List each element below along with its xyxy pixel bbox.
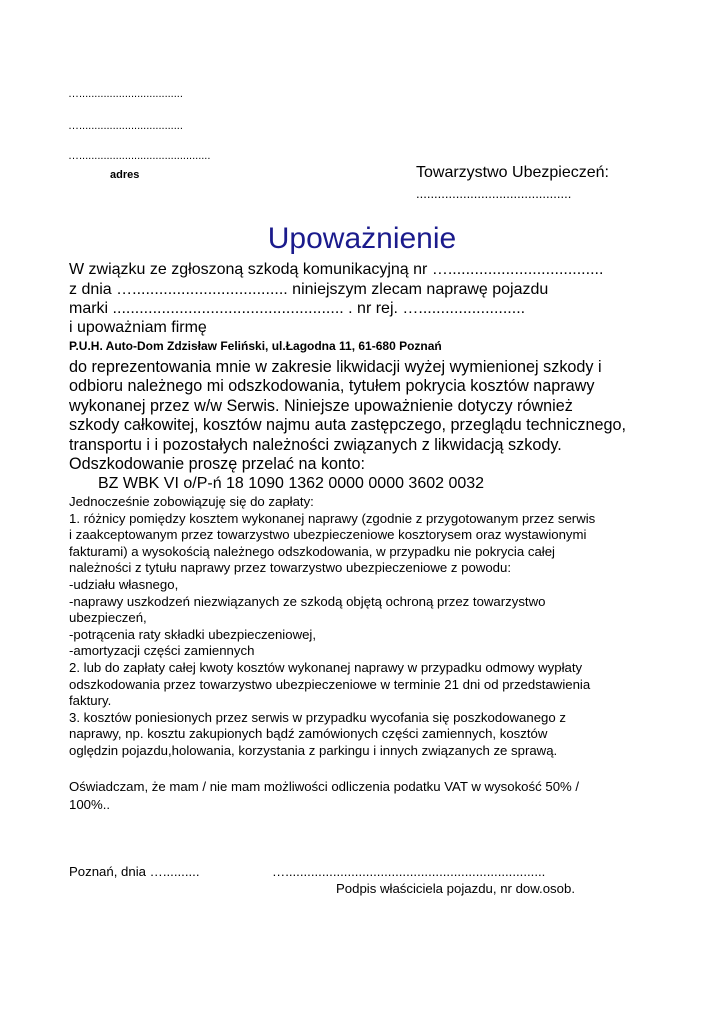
obligation-line: -potrącenia raty składki ubezpieczeniowej, — [69, 626, 317, 642]
address-line-1: ….................................. — [68, 88, 183, 100]
representation-line: Odszkodowanie proszę przelać na konto: — [69, 455, 366, 474]
obligation-line: Jednocześnie zobowiązuję się do zapłaty: — [69, 494, 314, 509]
intro-line-3: marki .................................................... . nr rej. …........................ — [69, 300, 526, 317]
obligation-line: 1. różnicy pomiędzy kosztem wykonanej naprawy (zgodnie z przygotowanym przez serwis — [69, 510, 596, 526]
signature-label: Podpis właściciela pojazdu, nr dow.osob. — [336, 881, 575, 896]
vat-line: Oświadczam, że mam / nie mam możliwości odliczenia podatku VAT w wysokość 50% / — [69, 779, 580, 794]
representation-paragraph — [69, 358, 669, 474]
obligation-line: ubezpieczeń, — [69, 610, 147, 626]
address-line-2: ….................................. — [68, 120, 183, 132]
obligation-line: oględzin pojazdu,holowania, korzystania z parkingu i innych związanych ze sprawą. — [69, 742, 558, 758]
intro-line-1: W związku ze zgłoszoną szkodą komunikacyjną nr …................................... — [69, 261, 604, 278]
obligation-line: fakturami) a wysokością należnego odszkodowania, w przypadku nie pokrycia całej — [69, 543, 555, 559]
document-title: Upoważnienie — [267, 222, 457, 255]
representation-line: wykonanej przez w/w Serwis. Niniejsze upoważnienie dotyczy również — [69, 396, 573, 415]
company-name: P.U.H. Auto-Dom Zdzisław Feliński, ul.Łagodna 11, 61-680 Poznań — [69, 339, 442, 353]
obligation-line: naprawy, np. kosztu zakupionych bądź zamówionych części zamiennych, kosztów — [69, 726, 548, 742]
signature-line: …....................................................................... — [272, 864, 546, 879]
representation-line: odbioru należnego mi odszkodowania, tytułem pokrycia kosztów naprawy — [69, 377, 595, 396]
representation-line: szkody całkowitej, kosztów najmu auta zastępczego, przeglądu technicznego, — [69, 416, 626, 435]
vat-declaration — [69, 778, 579, 814]
representation-line: transportu i i pozostałych należności związanych z likwidacją szkody. — [69, 435, 562, 454]
representation-line: do reprezentowania mnie w zakresie likwidacji wyżej wymienionej szkody i — [69, 358, 602, 376]
vat-line: 100%.. — [69, 797, 111, 812]
bank-account: BZ WBK VI o/P-ń 18 1090 1362 0000 0000 3602 0032 — [98, 475, 485, 492]
obligation-line: odszkodowania przez towarzystwo ubezpieczeniowe w terminie 21 dni od przedstawienia — [69, 676, 591, 692]
obligations-section — [69, 494, 595, 760]
obligation-line: należności z tytułu naprawy przez towarzystwo ubezpieczeniowe z powodu: — [69, 560, 512, 576]
obligation-line: -naprawy uszkodzeń niezwiązanych ze szkodą objętą ochroną przez towarzystwo — [69, 593, 546, 609]
obligation-line: -udziału własnego, — [69, 576, 179, 592]
intro-line-4: i upoważniam firmę — [69, 319, 207, 336]
obligation-line: 3. kosztów poniesionych przez serwis w przypadku wycofania się poszkodowanego z — [69, 709, 566, 725]
insurer-dots: ........................................... — [416, 186, 572, 201]
intro-line-2: z dnia …................................... niniejszym zlecam naprawę pojazdu — [69, 281, 549, 298]
obligation-line: 2. lub do zapłaty całej kwoty kosztów wykonanej naprawy w przypadku odmowy wypłaty — [69, 659, 583, 675]
insurer-label: Towarzystwo Ubezpieczeń: — [416, 164, 609, 181]
obligation-line: -amortyzacji części zamiennych — [69, 643, 255, 659]
address-label: adres — [110, 169, 140, 181]
obligation-line: i zaakceptowanym przez towarzystwo ubezpieczeniowe kosztorysem oraz wystawionymi — [69, 527, 587, 543]
place-date: Poznań, dnia ….......... — [69, 864, 200, 879]
obligation-line: faktury. — [69, 693, 112, 709]
address-line-3: …........................................... — [68, 150, 211, 162]
